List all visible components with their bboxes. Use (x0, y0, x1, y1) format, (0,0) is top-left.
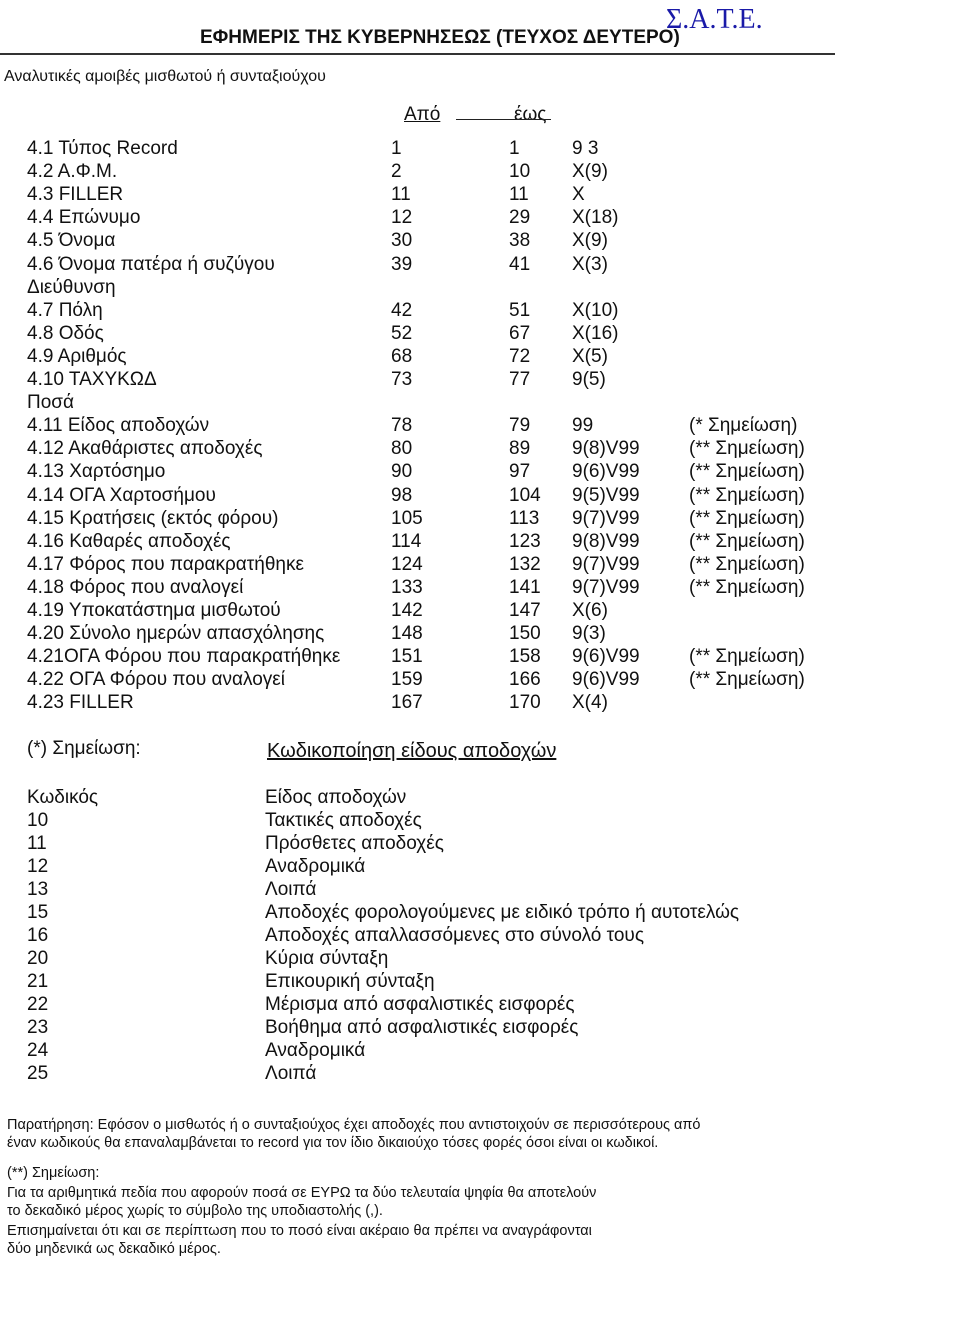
record-label: 4.15 Κρατήσεις (εκτός φόρου) (27, 507, 279, 529)
record-from: 12 (391, 207, 413, 229)
table-row (0, 277, 960, 300)
record-format: X(16) (572, 322, 619, 344)
record-format: X(9) (572, 161, 608, 183)
list-item (0, 856, 960, 879)
record-to: 166 (509, 669, 541, 691)
table-row (0, 369, 960, 392)
record-from: 80 (391, 438, 413, 460)
record-note: (** Σημείωση) (689, 553, 805, 575)
note2-line-3: Επισημαίνεται ότι και σε περίπτωση που το ποσό είναι ακέραιο θα πρέπει να αναγράφονται (7, 1223, 592, 1239)
code-description: Λοιπά (265, 1063, 317, 1084)
list-item (0, 1017, 960, 1040)
record-format: 9(8)V99 (572, 530, 640, 552)
column-from-header: Από (404, 104, 441, 125)
record-label: 4.3 FILLER (27, 184, 124, 206)
code-description: Πρόσθετες αποδοχές (265, 833, 444, 854)
record-format: 9(7)V99 (572, 507, 640, 529)
list-item (0, 879, 960, 902)
code-value: 13 (27, 879, 49, 900)
list-item (0, 902, 960, 925)
table-row (0, 531, 960, 554)
record-to: 150 (509, 623, 541, 645)
code-description: Μέρισμα από ασφαλιστικές εισφορές (265, 994, 575, 1015)
record-format: X(5) (572, 345, 608, 367)
record-format: 9 3 (572, 138, 599, 159)
record-format: 9(6)V99 (572, 646, 640, 668)
record-to: 89 (509, 438, 531, 460)
table-row (0, 669, 960, 692)
record-note: (** Σημείωση) (689, 484, 805, 506)
record-from: 167 (391, 692, 423, 714)
codes-heading: Κωδικοποίηση είδους αποδοχών (267, 740, 557, 762)
code-description: Κύρια σύνταξη (265, 948, 389, 969)
code-value: 25 (27, 1063, 49, 1084)
record-note: (** Σημείωση) (689, 669, 805, 691)
table-row (0, 438, 960, 461)
record-from: 98 (391, 484, 413, 506)
table-row (0, 600, 960, 623)
record-label: 4.6 Όνομα πατέρα ή συζύγου (27, 253, 275, 275)
record-label: 4.1 Τύπος Record (27, 138, 178, 159)
record-from: 148 (391, 623, 423, 645)
record-to: 113 (509, 507, 540, 529)
code-description: Αποδοχές φορολογούμενες με ειδικό τρόπο ή αυτοτελώς (265, 902, 740, 923)
record-format: X(18) (572, 207, 619, 229)
record-to: 141 (509, 576, 541, 598)
code-value: 24 (27, 1040, 49, 1061)
table-row (0, 184, 960, 207)
note2-line-4: δύο μηδενικά ως δεκαδικό μέρος. (7, 1241, 221, 1257)
list-item (0, 971, 960, 994)
record-from: 73 (391, 369, 413, 390)
record-label: Ποσά (27, 392, 74, 414)
record-label: 4.17 Φόρος που παρακρατήθηκε (27, 553, 304, 575)
record-note: (** Σημείωση) (689, 438, 805, 460)
record-note: (** Σημείωση) (689, 530, 805, 552)
record-to: 77 (509, 369, 531, 390)
code-value: 15 (27, 902, 49, 923)
code-description: Επικουρική σύνταξη (265, 971, 435, 992)
code-value: 10 (27, 810, 49, 831)
list-item (0, 925, 960, 948)
record-from: 30 (391, 230, 413, 252)
table-row (0, 623, 960, 646)
table-row (0, 207, 960, 230)
remark-line-2: έναν κωδικούς θα επαναλαμβάνεται το record για τον ίδιο δικαιούχο τόσες φορές όσοι είναι οι κωδικοί. (7, 1135, 659, 1151)
record-from: 52 (391, 322, 413, 344)
code-description: Αποδοχές απαλλασσόμενες στο σύνολό τους (265, 925, 644, 946)
record-format: 9(5) (572, 369, 606, 390)
record-label: 4.13 Χαρτόσημο (27, 461, 166, 483)
record-to: 97 (509, 461, 531, 483)
record-to: 1 (509, 138, 520, 159)
record-label: 4.20 Σύνολο ημερών απασχόλησης (27, 623, 325, 645)
record-to: 147 (509, 600, 541, 621)
record-label: 4.8 Οδός (27, 322, 104, 344)
code-description: Αναδρομικά (265, 856, 366, 877)
record-label: 4.23 FILLER (27, 692, 134, 714)
record-format: X (572, 184, 585, 206)
record-from: 78 (391, 415, 413, 437)
record-from: 142 (391, 600, 423, 621)
code-value: 16 (27, 925, 49, 946)
record-to: 72 (509, 345, 531, 367)
record-from: 105 (391, 507, 423, 529)
record-format: 9(6)V99 (572, 461, 640, 483)
record-label: 4.11 Είδος αποδοχών (27, 415, 210, 437)
record-to: 67 (509, 322, 531, 344)
code-value: 20 (27, 948, 49, 969)
record-label: 4.22 ΟΓΑ Φόρου που αναλογεί (27, 669, 285, 691)
record-label: 4.12 Ακαθάριστες αποδοχές (27, 438, 263, 460)
record-format: 9(8)V99 (572, 438, 640, 460)
record-to: 170 (509, 692, 541, 714)
record-format: 9(6)V99 (572, 669, 640, 691)
record-note: (** Σημείωση) (689, 646, 805, 668)
note2-line-1: Για τα αριθμητικά πεδία που αφορούν ποσά σε ΕΥΡΩ τα δύο τελευταία ψηφία θα αποτελούν (7, 1185, 597, 1201)
record-format: X(6) (572, 600, 608, 621)
record-note: (** Σημείωση) (689, 576, 805, 598)
record-label: 4.4 Επώνυμο (27, 207, 141, 229)
table-row (0, 461, 960, 484)
code-value: 12 (27, 856, 49, 877)
code-description: Αναδρομικά (265, 1040, 366, 1061)
table-row (0, 485, 960, 508)
record-from: 11 (391, 184, 411, 206)
page-subtitle: Αναλυτικές αμοιβές μισθωτού ή συνταξιούχου (4, 68, 326, 85)
record-format: 99 (572, 415, 594, 437)
codes-col-desc: Είδος αποδοχών (265, 787, 407, 808)
record-to: 41 (509, 253, 531, 275)
record-to: 10 (509, 161, 531, 183)
record-label: Διεύθυνση (27, 276, 116, 298)
record-label: 4.2 Α.Φ.Μ. (27, 161, 118, 183)
codes-header-row (0, 787, 960, 810)
code-value: 22 (27, 994, 49, 1015)
record-from: 124 (391, 553, 423, 575)
record-label: 4.19 Υποκατάστημα μισθωτού (27, 600, 281, 621)
table-row (0, 254, 960, 277)
record-label: 4.21ΟΓΑ Φόρου που παρακρατήθηκε (27, 646, 341, 668)
table-row (0, 554, 960, 577)
record-format: X(9) (572, 230, 608, 252)
table-row (0, 300, 960, 323)
page-header-title: ΕΦΗΜΕΡΙΣ ΤΗΣ ΚΥΒΕΡΝΗΣΕΩΣ (ΤΕΥΧΟΣ ΔΕΥΤΕΡΟ) (200, 27, 680, 48)
record-label: 4.10 ΤΑΧΥΚΩΔ (27, 369, 157, 390)
record-from: 90 (391, 461, 413, 483)
record-from: 2 (391, 161, 402, 183)
list-item (0, 833, 960, 856)
record-to: 158 (509, 646, 541, 668)
header-rule (0, 53, 835, 55)
note2-line-2: το δεκαδικό μέρος χωρίς το σύμβολο της υποδιαστολής (,). (7, 1203, 383, 1219)
codes-note-label: (*) Σημείωση: (27, 738, 141, 759)
record-label: 4.9 Αριθμός (27, 345, 127, 367)
list-item (0, 948, 960, 971)
record-note: (* Σημείωση) (689, 415, 798, 437)
record-to: 51 (509, 299, 531, 321)
record-format: X(3) (572, 253, 608, 275)
codes-col-code: Κωδικός (27, 787, 99, 808)
record-format: 9(3) (572, 623, 606, 645)
record-label: 4.14 ΟΓΑ Χαρτοσήμου (27, 484, 216, 506)
list-item (0, 810, 960, 833)
table-row (0, 323, 960, 346)
record-from: 39 (391, 253, 413, 275)
list-item (0, 1040, 960, 1063)
table-row (0, 138, 960, 161)
record-label: 4.16 Καθαρές αποδοχές (27, 530, 231, 552)
record-format: 9(5)V99 (572, 484, 640, 506)
table-row (0, 646, 960, 669)
sate-heading: Σ.Α.Τ.Ε. (666, 4, 763, 35)
record-to: 132 (509, 553, 541, 575)
note2-label: (**) Σημείωση: (7, 1165, 100, 1181)
record-label: 4.5 Όνομα (27, 230, 116, 252)
remark-line-1: Παρατήρηση: Εφόσον ο μισθωτός ή ο συνταξιούχος έχει αποδοχές που αντιστοιχούν σε περισσότερους από (7, 1117, 701, 1133)
record-format: X(4) (572, 692, 608, 714)
code-value: 21 (27, 971, 49, 992)
record-from: 159 (391, 669, 423, 691)
table-row (0, 161, 960, 184)
record-to: 38 (509, 230, 531, 252)
table-row (0, 577, 960, 600)
record-note: (** Σημείωση) (689, 507, 805, 529)
table-row (0, 230, 960, 253)
list-item (0, 1063, 960, 1086)
table-row (0, 346, 960, 369)
code-description: Λοιπά (265, 879, 317, 900)
record-label: 4.18 Φόρος που αναλογεί (27, 576, 244, 598)
table-row (0, 392, 960, 415)
record-from: 114 (391, 530, 422, 552)
record-to: 29 (509, 207, 531, 229)
table-row (0, 692, 960, 715)
record-to: 123 (509, 530, 541, 552)
record-from: 42 (391, 299, 413, 321)
record-to: 11 (509, 184, 529, 206)
code-description: Βοήθημα από ασφαλιστικές εισφορές (265, 1017, 579, 1038)
record-to: 104 (509, 484, 541, 506)
record-from: 68 (391, 345, 413, 367)
code-value: 23 (27, 1017, 49, 1038)
record-from: 133 (391, 576, 423, 598)
record-format: 9(7)V99 (572, 576, 640, 598)
table-row (0, 508, 960, 531)
column-to-header: έως (514, 104, 547, 125)
record-format: 9(7)V99 (572, 553, 640, 575)
list-item (0, 994, 960, 1017)
code-description: Τακτικές αποδοχές (265, 810, 422, 831)
record-note: (** Σημείωση) (689, 461, 805, 483)
record-from: 1 (391, 138, 402, 159)
record-to: 79 (509, 415, 531, 437)
code-value: 11 (27, 833, 47, 854)
record-from: 151 (391, 646, 423, 668)
record-label: 4.7 Πόλη (27, 299, 103, 321)
record-format: X(10) (572, 299, 619, 321)
column-to-underline (456, 119, 551, 120)
table-row (0, 415, 960, 438)
